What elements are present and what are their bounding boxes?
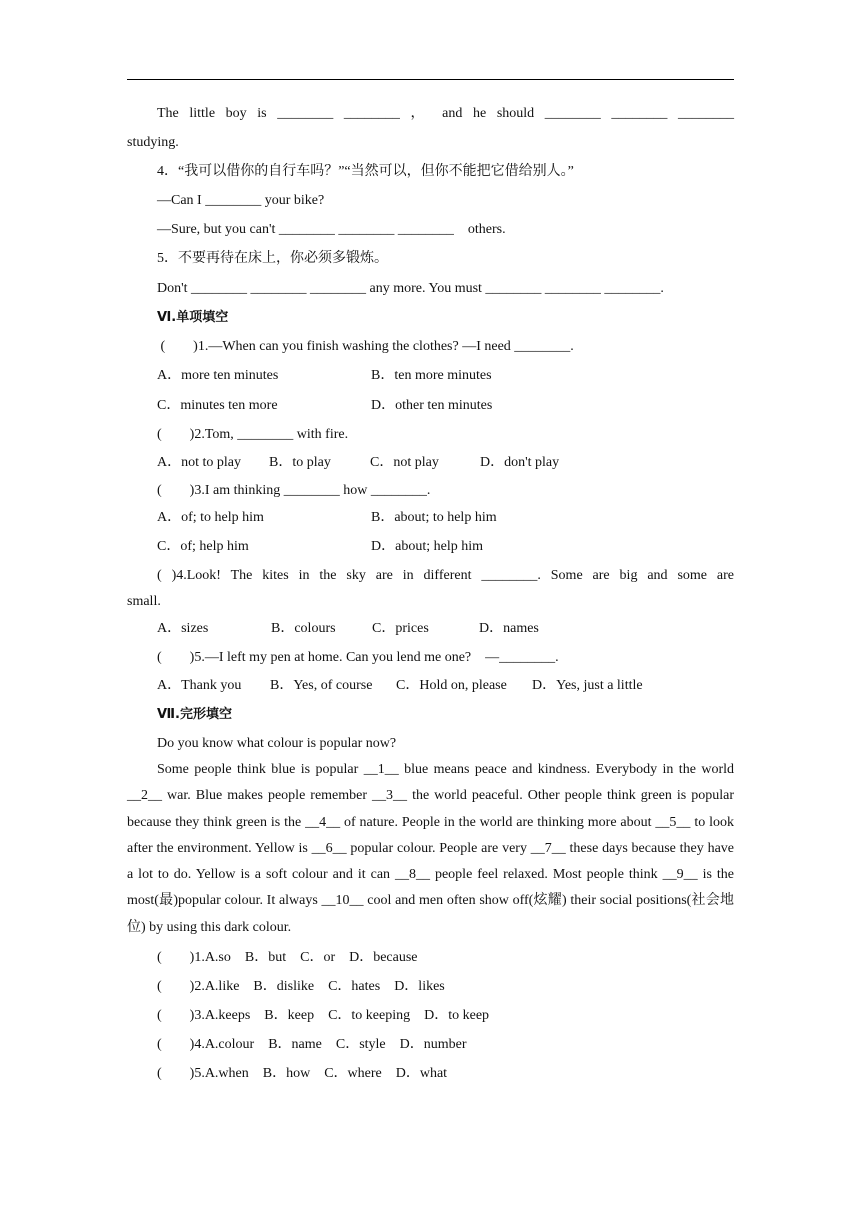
mc-q5-option-a: A．Thank you bbox=[157, 678, 242, 693]
cloze-question: ( )5.A.when B．how C．where D．what bbox=[157, 1066, 448, 1082]
q3-sentence-line2: studying. bbox=[127, 135, 179, 150]
mc-q5-options bbox=[127, 675, 734, 696]
cloze-title: Do you know what colour is popular now? bbox=[157, 736, 397, 751]
mc-q3-option-d: D．about; help him bbox=[371, 539, 483, 554]
cloze-questions bbox=[127, 947, 734, 1084]
mc-q4-option-c: C．prices bbox=[372, 621, 429, 636]
q3-sentence-line1: The little boy is ________ ________ ， and he should ________ ________ ________ bbox=[157, 106, 734, 121]
mc-q4-stem-line1: ( )4.Look! The kites in the sky are in different ________. Some are big and some are bbox=[157, 568, 734, 583]
header-rule bbox=[127, 79, 734, 80]
mc-q4-option-b: B．colours bbox=[271, 621, 336, 636]
mc-q2-option-b: B．to play bbox=[269, 455, 331, 470]
q4-prompt: 4．“我可以借你的自行车吗？”“当然可以，但你不能把它借给别人。” bbox=[157, 164, 574, 179]
cloze-passage: Some people think blue is popular __1__ blue means peace and kindness. Everybody in the world __2__ war. Blue makes people remember __3__ the world peaceful. Other people think green is popular because they think green is the __4__ of nature. People in the world are thinking more about __5__ to look after the environment. Yellow is __6__ popular colour. People are very __7__ these days because they have a lot to do. Yellow is a soft colour and it can __8__ people feel relaxed. Most people think __9__ is the most(最)popular colour. It always __10__ cool and men often show off(炫耀) their social positions(社会地位) by using this dark colour. bbox=[127, 762, 734, 935]
cloze-question: ( )2.A.like B．dislike C．hates D．likes bbox=[157, 979, 445, 995]
mc-q3-options-ab bbox=[127, 507, 734, 528]
mc-q3-option-c: C．of; help him bbox=[157, 539, 249, 554]
mc-q3-option-b: B．about; to help him bbox=[371, 510, 497, 525]
mc-q4-options bbox=[127, 618, 734, 639]
q4-line2: —Sure, but you can't ________ ________ ________ others. bbox=[157, 222, 506, 237]
worksheet-content bbox=[127, 100, 734, 1084]
mc-q1-option-b: B．ten more minutes bbox=[371, 368, 492, 383]
mc-q1-option-a: A．more ten minutes bbox=[157, 368, 279, 383]
mc-q3-stem: ( )3.I am thinking ________ how ________. bbox=[157, 483, 431, 498]
mc-q4-option-a: A．sizes bbox=[157, 621, 209, 636]
mc-q2-option-c: C．not play bbox=[370, 455, 439, 470]
mc-q5-option-c: C．Hold on, please bbox=[396, 678, 507, 693]
mc-q2-options bbox=[127, 452, 734, 473]
mc-q1-option-c: C．minutes ten more bbox=[157, 398, 278, 413]
mc-q4-stem-line2: small. bbox=[127, 594, 161, 609]
mc-q3-option-a: A．of; to help him bbox=[157, 510, 264, 525]
cloze-question: ( )1.A.so B．but C．or D．because bbox=[157, 950, 418, 966]
mc-q2-option-d: D．don't play bbox=[480, 455, 560, 470]
mc-q1-options-cd bbox=[127, 395, 734, 416]
mc-q1-options-ab bbox=[127, 365, 734, 386]
section6-title: Ⅵ.单项填空 bbox=[157, 310, 229, 325]
q4-line1: —Can I ________ your bike? bbox=[157, 193, 325, 208]
mc-q5-option-d: D．Yes, just a little bbox=[532, 678, 643, 693]
mc-q5-stem: ( )5.—I left my pen at home. Can you lend me one? —________. bbox=[157, 650, 559, 665]
q5-prompt: 5．不要再待在床上，你必须多锻炼。 bbox=[157, 251, 388, 266]
mc-q5-option-b: B．Yes, of course bbox=[270, 678, 373, 693]
cloze-question: ( )3.A.keeps B．keep C．to keeping D．to keep bbox=[157, 1008, 490, 1024]
mc-q1-option-d: D．other ten minutes bbox=[371, 398, 493, 413]
mc-q3-options-cd bbox=[127, 536, 734, 557]
mc-q2-option-a: A．not to play bbox=[157, 455, 241, 470]
q5-line: Don't ________ ________ ________ any more. You must ________ ________ ________. bbox=[157, 281, 664, 296]
mc-q2-stem: ( )2.Tom, ________ with fire. bbox=[157, 427, 349, 442]
mc-q4-option-d: D．names bbox=[479, 621, 539, 636]
mc-q1-stem: ( )1.—When can you finish washing the clothes? —I need ________. bbox=[157, 339, 574, 354]
section7-title: Ⅶ.完形填空 bbox=[157, 707, 232, 722]
cloze-question: ( )4.A.colour B．name C．style D．number bbox=[157, 1037, 467, 1053]
